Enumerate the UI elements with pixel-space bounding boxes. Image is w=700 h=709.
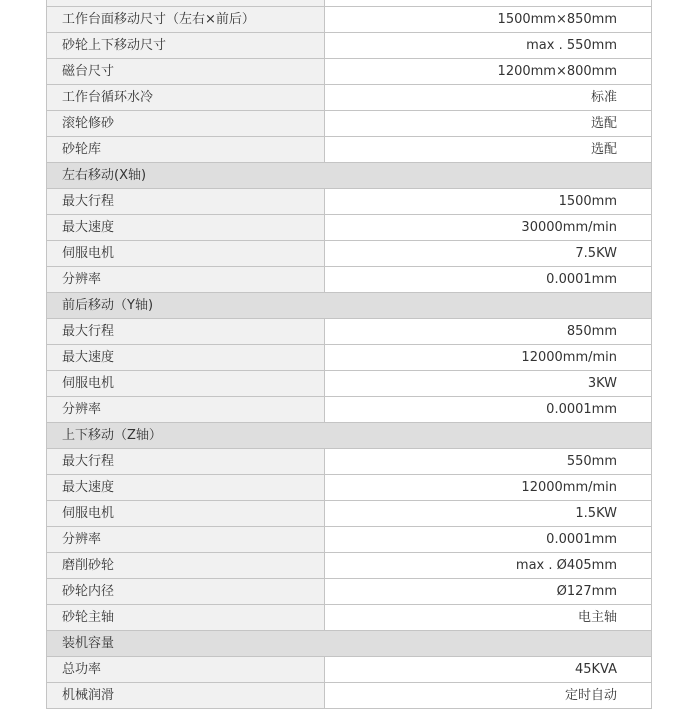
- spec-value: 850mm: [325, 319, 652, 345]
- spec-label: 最大速度: [47, 475, 325, 501]
- spec-label: 伺服电机: [47, 371, 325, 397]
- spec-value: 标准: [325, 85, 652, 111]
- spec-row: [47, 189, 652, 215]
- spec-label: 分辨率: [47, 267, 325, 293]
- spec-row: [47, 33, 652, 59]
- spec-row: [47, 85, 652, 111]
- spec-label: 工作台循环水冷: [47, 85, 325, 111]
- spec-row: [47, 59, 652, 85]
- spec-label: 磨削砂轮: [47, 553, 325, 579]
- spec-label: 最大行程: [47, 189, 325, 215]
- section-title: 装机容量: [47, 631, 652, 657]
- spec-value: 0.0001mm: [325, 527, 652, 553]
- spec-value: max . 550mm: [325, 33, 652, 59]
- spec-label: 最大速度: [47, 215, 325, 241]
- spec-value: 550mm: [325, 449, 652, 475]
- spec-row: [47, 241, 652, 267]
- spec-label: 磁台尺寸: [47, 59, 325, 85]
- spec-value: 0.0001mm: [325, 397, 652, 423]
- spec-label: 滚轮修砂: [47, 111, 325, 137]
- spec-value: 3KW: [325, 371, 652, 397]
- spec-row: [47, 215, 652, 241]
- spec-label: 砂轮上下移动尺寸: [47, 33, 325, 59]
- spec-row: [47, 449, 652, 475]
- spec-label: 机械润滑: [47, 683, 325, 709]
- spec-row: [47, 553, 652, 579]
- spec-row: [47, 345, 652, 371]
- spec-label: 砂轮内径: [47, 579, 325, 605]
- spec-value: 1.5KW: [325, 501, 652, 527]
- spec-value: max . Ø405mm: [325, 553, 652, 579]
- spec-row: [47, 7, 652, 33]
- section-header-row: [47, 423, 652, 449]
- spec-value: 12000mm/min: [325, 345, 652, 371]
- spec-value: 定时自动: [325, 683, 652, 709]
- spec-label: 总功率: [47, 657, 325, 683]
- spec-label: 伺服电机: [47, 241, 325, 267]
- section-header-row: [47, 293, 652, 319]
- spec-row: [47, 319, 652, 345]
- spec-label: 分辨率: [47, 527, 325, 553]
- section-header-row: [47, 631, 652, 657]
- spec-label: 最大速度: [47, 345, 325, 371]
- section-title: 上下移动（Z轴）: [47, 423, 652, 449]
- spec-label: 分辨率: [47, 397, 325, 423]
- spec-value: 45KVA: [325, 657, 652, 683]
- spec-value: 选配: [325, 137, 652, 163]
- section-header-row: [47, 163, 652, 189]
- spec-value: Ø127mm: [325, 579, 652, 605]
- spec-row: [47, 605, 652, 631]
- spec-label: 伺服电机: [47, 501, 325, 527]
- spec-label: 最大行程: [47, 319, 325, 345]
- spec-value: 0.0001mm: [325, 267, 652, 293]
- spec-row: [47, 371, 652, 397]
- spec-row: [47, 683, 652, 709]
- spec-value: 电主轴: [325, 605, 652, 631]
- spec-table: [46, 0, 652, 709]
- spec-row: [47, 475, 652, 501]
- section-title: 前后移动（Y轴): [47, 293, 652, 319]
- spec-row: [47, 397, 652, 423]
- spec-row: [47, 267, 652, 293]
- spec-row: [47, 501, 652, 527]
- spec-label: 工作台面移动尺寸（左右×前后）: [47, 7, 325, 33]
- spec-value: 选配: [325, 111, 652, 137]
- section-title: 左右移动(X轴): [47, 163, 652, 189]
- spec-value: 12000mm/min: [325, 475, 652, 501]
- spec-label: 砂轮主轴: [47, 605, 325, 631]
- spec-row: [47, 579, 652, 605]
- spec-table-body: [47, 0, 652, 709]
- spec-value: 1500mm: [325, 189, 652, 215]
- spec-value: 7.5KW: [325, 241, 652, 267]
- spec-value: 1500mm×850mm: [325, 7, 652, 33]
- spec-row: [47, 657, 652, 683]
- spec-value: 1200mm×800mm: [325, 59, 652, 85]
- spec-row: [47, 111, 652, 137]
- spec-label: 最大行程: [47, 449, 325, 475]
- spec-value: 30000mm/min: [325, 215, 652, 241]
- spec-row: [47, 527, 652, 553]
- spec-row: [47, 137, 652, 163]
- spec-label: 砂轮库: [47, 137, 325, 163]
